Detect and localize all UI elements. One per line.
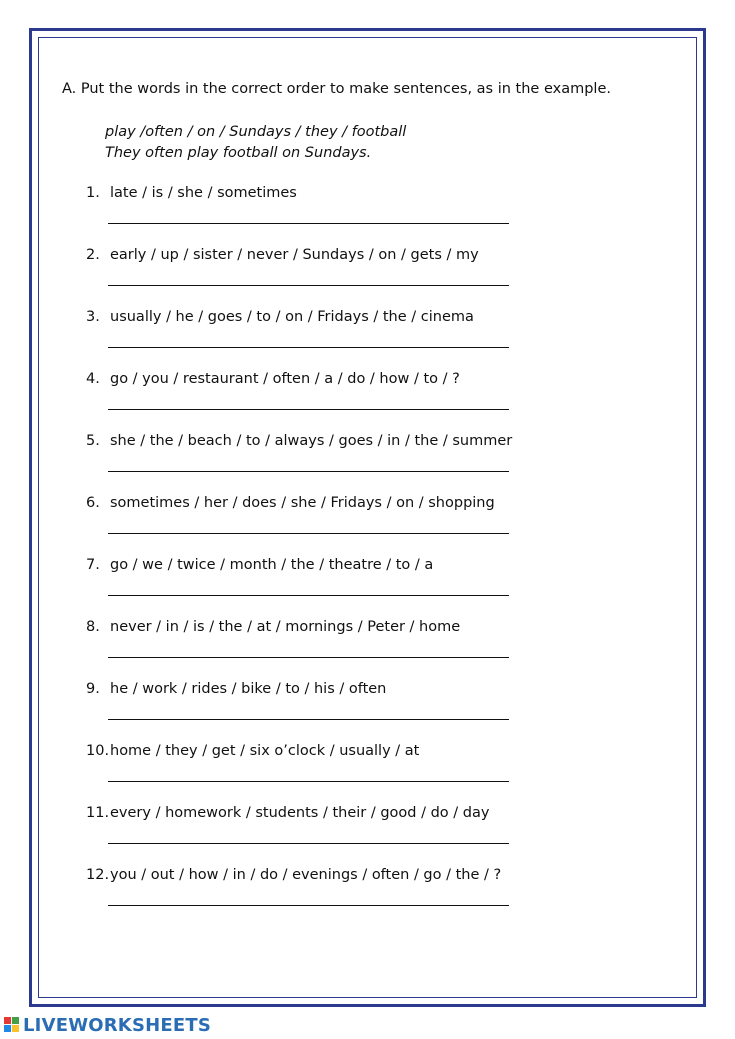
exercise-item <box>0 619 600 681</box>
item-words: you / out / how / in / do / evenings / often / go / the / ? <box>110 867 502 883</box>
exercise-instruction: A. Put the words in the correct order to make sentences, as in the example. <box>62 81 611 97</box>
item-words: go / we / twice / month / the / theatre / to / a <box>110 557 434 573</box>
item-number: 7. <box>86 557 100 573</box>
exercise-item <box>0 681 600 743</box>
answer-line[interactable] <box>108 657 509 658</box>
exercise-item <box>0 309 600 371</box>
answer-line[interactable] <box>108 595 509 596</box>
answer-line[interactable] <box>108 781 509 782</box>
item-words: usually / he / goes / to / on / Fridays / the / cinema <box>110 309 474 325</box>
item-number: 12. <box>86 867 110 883</box>
footer-brand[interactable] <box>4 1014 211 1036</box>
exercise-item <box>0 557 600 619</box>
item-words: early / up / sister / never / Sundays / on / gets / my <box>110 247 479 263</box>
item-number: 2. <box>86 247 100 263</box>
item-number: 9. <box>86 681 100 697</box>
item-number: 5. <box>86 433 100 449</box>
liveworksheets-logo-icon <box>4 1017 21 1034</box>
answer-line[interactable] <box>108 471 509 472</box>
example-prompt: play /often / on / Sundays / they / football <box>105 124 407 140</box>
item-words: sometimes / her / does / she / Fridays / on / shopping <box>110 495 495 511</box>
answer-line[interactable] <box>108 843 509 844</box>
item-words: she / the / beach / to / always / goes / in / the / summer <box>110 433 513 449</box>
answer-line[interactable] <box>108 223 509 224</box>
exercise-item <box>0 371 600 433</box>
answer-line[interactable] <box>108 409 509 410</box>
answer-line[interactable] <box>108 719 509 720</box>
item-number: 10. <box>86 743 110 759</box>
example-block <box>105 122 406 164</box>
brand-name: LIVEWORKSHEETS <box>23 1014 212 1036</box>
item-number: 4. <box>86 371 100 387</box>
exercise-item <box>0 247 600 309</box>
item-number: 1. <box>86 185 100 201</box>
item-number: 8. <box>86 619 100 635</box>
item-words: late / is / she / sometimes <box>110 185 297 201</box>
example-answer: They often play football on Sundays. <box>105 145 372 161</box>
answer-line[interactable] <box>108 533 509 534</box>
item-words: he / work / rides / bike / to / his / often <box>110 681 387 697</box>
item-words: go / you / restaurant / often / a / do / how / to / ? <box>110 371 460 387</box>
item-words: every / homework / students / their / good / do / day <box>110 805 490 821</box>
item-words: never / in / is / the / at / mornings / Peter / home <box>110 619 461 635</box>
exercise-item <box>0 743 600 805</box>
exercise-item <box>0 433 600 495</box>
item-number: 11. <box>86 805 110 821</box>
answer-line[interactable] <box>108 905 509 906</box>
exercise-item <box>0 185 600 247</box>
exercise-item <box>0 805 600 867</box>
exercise-item <box>0 495 600 557</box>
item-number: 6. <box>86 495 100 511</box>
answer-line[interactable] <box>108 285 509 286</box>
exercise-item <box>0 867 600 929</box>
item-number: 3. <box>86 309 100 325</box>
answer-line[interactable] <box>108 347 509 348</box>
item-words: home / they / get / six o’clock / usually / at <box>110 743 420 759</box>
